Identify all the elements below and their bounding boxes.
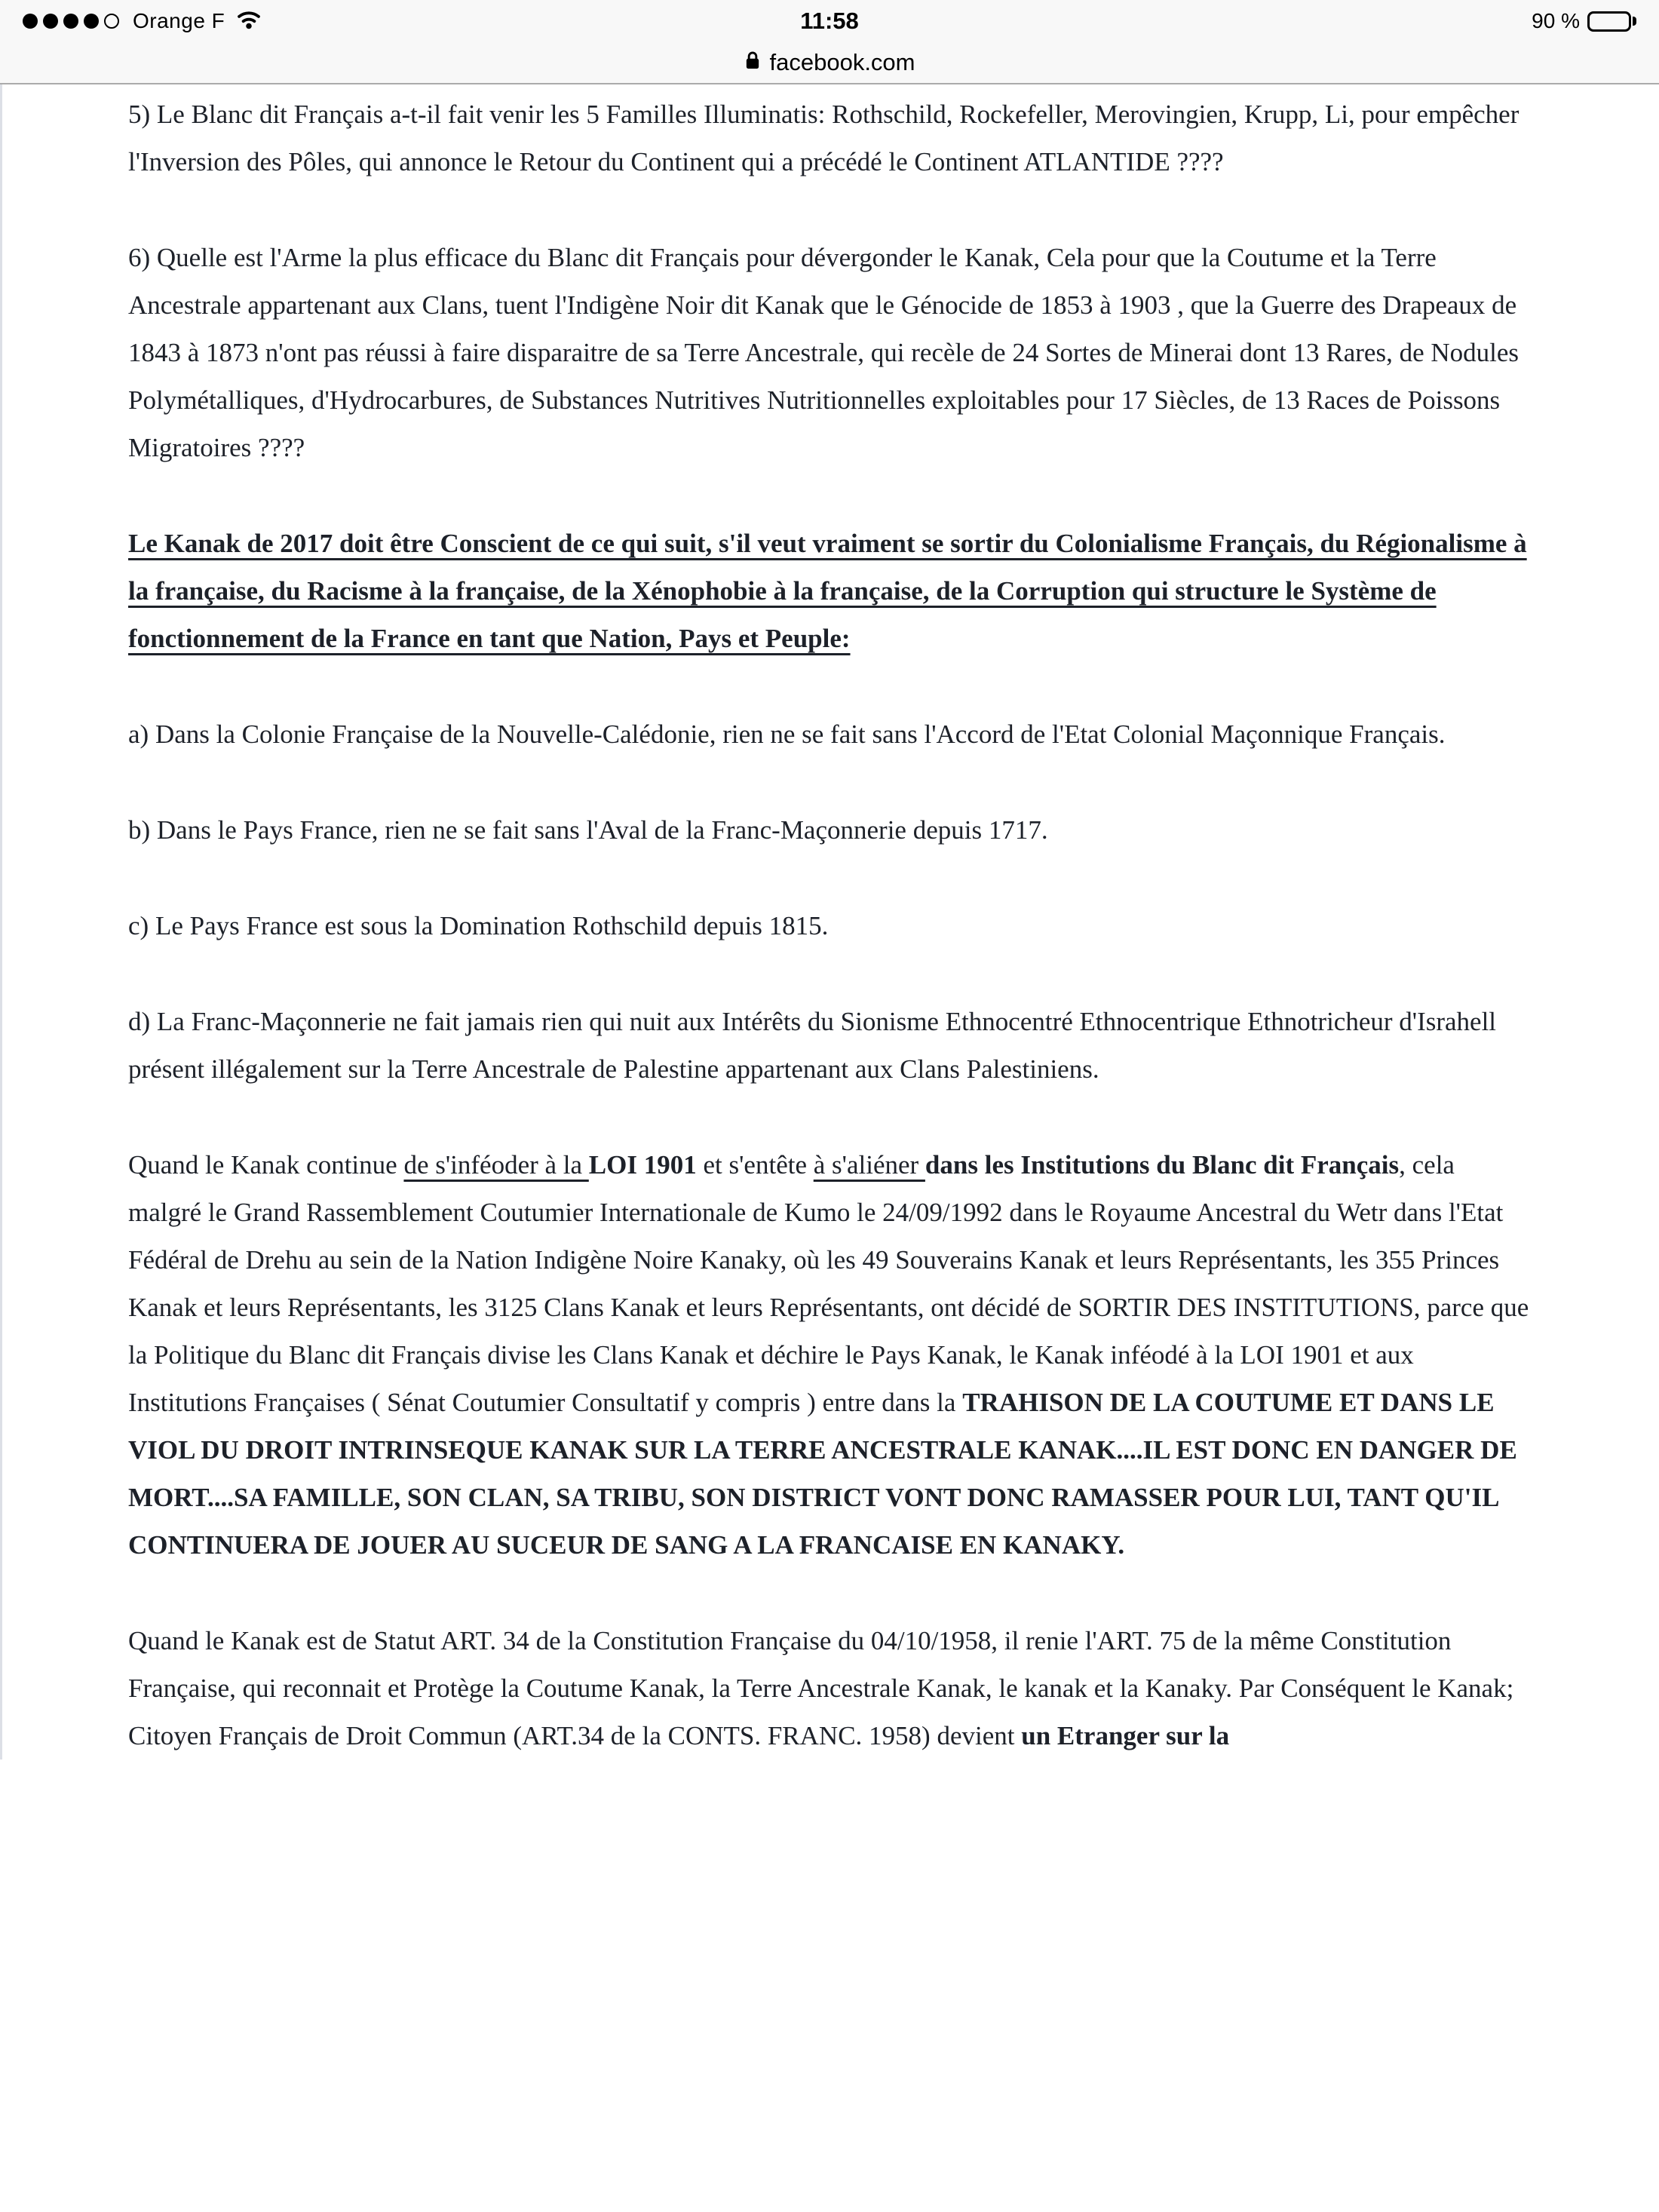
article-body xyxy=(128,91,1531,1759)
text-run: Quand le Kanak continue xyxy=(128,1150,404,1180)
paragraph xyxy=(128,902,1531,950)
url-bar[interactable] xyxy=(0,42,1659,83)
paragraph xyxy=(128,710,1531,758)
lock-icon xyxy=(744,50,761,75)
paragraph xyxy=(128,520,1531,662)
text-run: , cela malgré le Grand Rassemblement Coutumier Internationale de Kumo le 24/09/1992 dans le Royaume Ancestral du Wetr dans l'Etat Fédéral de Drehu au sein de la Nation Indigène Noire Kanaky, où les 49 Souverains Kanak et leurs Représentants, les 355 Princes Kanak et leurs Représentants, les 3125 Clans Kanak et leurs Représentants, ont décidé de SORTIR DES INSTITUTIONS, parce que la Politique du Blanc dit Français divise les Clans Kanak et déchire le Pays Kanak, le Kanak inféodé à la LOI 1901 et aux Institutions Françaises ( Sénat Coutumier Consultatif y compris ) entre dans la xyxy=(128,1150,1529,1417)
text-run: dans les Institutions du Blanc dit Français xyxy=(925,1150,1400,1180)
paragraph xyxy=(128,91,1531,186)
text-run: de s'inféoder à la xyxy=(403,1150,589,1180)
text-run: c) Le Pays France est sous la Domination Rothschild depuis 1815. xyxy=(128,911,829,940)
text-run: d) La Franc-Maçonnerie ne fait jamais rien qui nuit aux Intérêts du Sionisme Ethnocentré Ethnocentrique Ethnotricheur d'Israhell présent illégalement sur la Terre Ancestrale de Palestine appartenant aux Clans Palestiniens. xyxy=(128,1007,1497,1084)
text-run: b) Dans le Pays France, rien ne se fait sans l'Aval de la Franc-Maçonnerie depuis 1717. xyxy=(128,815,1048,845)
battery-percent-label: 90 % xyxy=(1532,9,1580,32)
carrier-label: Orange F xyxy=(133,9,225,32)
clock-label: 11:58 xyxy=(800,8,859,34)
text-run: un Etranger sur la xyxy=(1021,1721,1230,1750)
page-content xyxy=(0,84,1659,1759)
paragraph xyxy=(128,234,1531,471)
text-run: Quand le Kanak est de Statut ART. 34 de la Constitution Française du 04/10/1958, il renie l'ART. 75 de la même Constitution Française, qui reconnait et Protège la Coutume Kanak, la Terre Ancestrale Kanak, le kanak et la Kanaky. Par Conséquent le Kanak; Citoyen Français de Droit Commun (ART.34 de la CONTS. FRANC. 1958) devient xyxy=(128,1626,1514,1750)
text-run: 6) Quelle est l'Arme la plus efficace du Blanc dit Français pour dévergonder le Kanak, Cela pour que la Coutume et la Terre Ancestrale appartenant aux Clans, tuent l'Indigène Noir dit Kanak que le Génocide de 1853 à 1903 , que la Guerre des Drapeaux de 1843 à 1873 n'ont pas réussi à faire disparaitre de sa Terre Ancestrale, qui recèle de 24 Sortes de Minerai dont 13 Rares, de Nodules Polymétalliques, d'Hydrocarbures, de Substances Nutritives Nutritionnelles exploitables pour 17 Siècles, de 13 Races de Poissons Migratoires ???? xyxy=(128,243,1519,462)
status-bar-right xyxy=(1532,9,1636,33)
text-run: 5) Le Blanc dit Français a-t-il fait venir les 5 Familles Illuminatis: Rothschild, Rockefeller, Merovingien, Krupp, Li, pour empêcher l'Inversion des Pôles, qui annonce le Retour du Continent qui a précédé le Continent ATLANTIDE ???? xyxy=(128,100,1519,176)
paragraph xyxy=(128,998,1531,1093)
paragraph xyxy=(128,1617,1531,1759)
text-run: TRAHISON DE LA COUTUME ET DANS LE VIOL DU DROIT INTRINSEQUE KANAK SUR LA TERRE ANCESTRALE KANAK....IL EST DONC EN DANGER DE MORT....SA FAMILLE, SON CLAN, SA TRIBU, SON DISTRICT VONT DONC RAMASSER POUR LUI, TANT QU'IL CONTINUERA DE JOUER AU SUCEUR DE SANG A LA FRANCAISE EN KANAKY. xyxy=(128,1388,1517,1560)
url-domain-label: facebook.com xyxy=(769,49,915,75)
text-run: Le Kanak de 2017 doit être Conscient de ce qui suit, s'il veut vraiment se sortir du Colonialisme Français, du Régionalisme à la française, du Racisme à la française, de la Xénophobie à la française, de la Corruption qui structure le Système de fonctionnement de la France en tant que Nation, Pays et Peuple: xyxy=(128,529,1527,653)
text-run: LOI 1901 xyxy=(588,1150,697,1180)
battery-icon xyxy=(1587,11,1636,32)
paragraph xyxy=(128,806,1531,854)
text-run: a) Dans la Colonie Française de la Nouvelle-Calédonie, rien ne se fait sans l'Accord de l'Etat Colonial Maçonnique Français. xyxy=(128,719,1446,749)
status-bar xyxy=(0,0,1659,42)
text-run: et s'entête xyxy=(696,1150,814,1180)
paragraph xyxy=(128,1141,1531,1569)
ios-status-header xyxy=(0,0,1659,84)
text-run: à s'aliéner xyxy=(813,1150,925,1180)
